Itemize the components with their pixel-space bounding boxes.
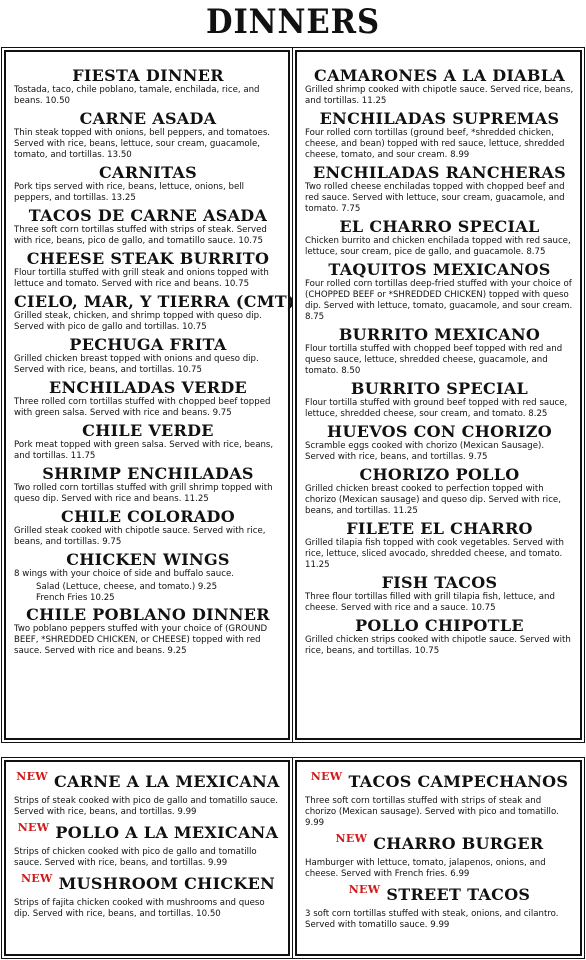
- menu-item-title: CHARRO BURGER: [373, 834, 544, 853]
- menu-item-title: ENCHILADAS RANCHERAS: [313, 163, 566, 182]
- menu-item-name: [305, 770, 574, 796]
- menu-item-title: TACOS DE CARNE ASADA: [28, 206, 268, 225]
- menu-item-description: Hamburger with lettuce, tomato, jalapenos, onions, and cheese. Served with French fries. 6.99: [305, 858, 546, 879]
- menu-item-title: ENCHILADAS VERDE: [48, 378, 247, 397]
- new-badge: NEW: [335, 832, 368, 845]
- menu-item-title: FISH TACOS: [381, 573, 498, 592]
- menu-item: [14, 872, 282, 920]
- menu-item-name: [305, 422, 574, 441]
- menu-item-description: Flour tortilla stuffed with ground beef topped with red sauce, lettuce, shredded cheese, sour cream, and tomato. 8.25: [305, 398, 568, 419]
- menu-item-description: Two rolled corn tortillas stuffed with grill shrimp topped with queso dip. Served with rice and beans. 11.25: [14, 483, 273, 504]
- menu-item-title: FIESTA DINNER: [72, 66, 224, 85]
- menu-item-title: BURRITO SPECIAL: [350, 379, 529, 398]
- menu-item: [305, 260, 574, 323]
- menu-item-title: SHRIMP ENCHILADAS: [42, 464, 254, 483]
- new-badge: NEW: [17, 821, 50, 834]
- menu-item: [14, 163, 282, 204]
- menu-item-title: MUSHROOM CHICKEN: [58, 874, 276, 893]
- menu-item: [14, 335, 282, 376]
- menu-item: [14, 109, 282, 161]
- menu-item: [14, 605, 282, 657]
- menu-item: [305, 519, 574, 571]
- menu-item-name: [14, 770, 282, 796]
- menu-item-title: CARNE A LA MEXICANA: [53, 772, 280, 791]
- menu-item-description: Grilled shrimp cooked with chipotle sauce. Served rice, beans, and tortillas. 11.25: [305, 85, 574, 106]
- menu-item-title: CAMARONES A LA DIABLA: [314, 66, 565, 85]
- menu-item-title: HUEVOS CON CHORIZO: [327, 422, 552, 441]
- menu-item-name: [305, 379, 574, 398]
- menu-item-name: [305, 66, 574, 85]
- new-items-right-column: [295, 760, 582, 956]
- menu-item: [14, 464, 282, 505]
- menu-item-description: Strips of chicken cooked with pico de gallo and tomatillo sauce. Served with rice, beans, and tortillas. 9.99: [14, 847, 257, 868]
- menu-item-description: Pork meat topped with green salsa. Served with rice, beans, and tortillas. 11.75: [14, 440, 274, 461]
- menu-item-description: Two poblano peppers stuffed with your choice of (GROUND BEEF, *SHREDDED CHICKEN, or CHEESE) topped with red sauce. Served with rice and beans. 9.25: [14, 624, 268, 656]
- menu-item-name: [305, 883, 574, 909]
- menu-item-name: [305, 573, 574, 592]
- menu-item-option: French Fries 10.25: [36, 593, 115, 603]
- menu-item: [14, 770, 282, 818]
- menu-item: [14, 66, 282, 107]
- menu-item-title: POLLO CHIPOTLE: [355, 616, 524, 635]
- menu-item-description: Grilled steak, chicken, and shrimp topped with queso dip. Served with pico de gallo and tortillas. 10.75: [14, 311, 262, 332]
- menu-item-description: Two rolled cheese enchiladas topped with chopped beef and red sauce. Served with lettuce, sour cream, guacamole, and tomato. 7.75: [305, 182, 565, 214]
- menu-item-name: [14, 378, 282, 397]
- menu-item-name: [14, 821, 282, 847]
- menu-item-name: [305, 260, 574, 279]
- menu-item-title: CHILE VERDE: [82, 421, 214, 440]
- menu-item: [14, 550, 282, 604]
- menu-item-name: [14, 605, 282, 624]
- menu-item: [14, 292, 295, 333]
- menu-item-description: Grilled steak cooked with chipotle sauce. Served with rice, beans, and tortillas. 9.75: [14, 526, 266, 547]
- menu-item-name: [14, 163, 282, 182]
- menu-item-title: CARNE ASADA: [79, 109, 217, 128]
- menu-item-name: [14, 335, 282, 354]
- menu-item-title: FILETE EL CHARRO: [346, 519, 533, 538]
- menu-item: [305, 832, 574, 880]
- menu-item-title: CHORIZO POLLO: [359, 465, 520, 484]
- menu-item-description: Four rolled corn tortillas deep-fried stuffed with your choice of (CHOPPED BEEF or *SHREDDED CHICKEN) topped with queso dip. Served with lettuce, tomato, guacamole, and sour cream. 8.75: [305, 279, 573, 322]
- menu-item-description: Thin steak topped with onions, bell peppers, and tomatoes. Served with rice, beans, lettuce, sour cream, guacamole, tomato, and tortillas. 13.50: [14, 128, 271, 160]
- menu-item: [305, 325, 574, 377]
- menu-item-description: Grilled chicken strips cooked with chipotle sauce. Served with rice, beans, and tortillas. 10.75: [305, 635, 571, 656]
- menu-item-name: [14, 872, 282, 898]
- menu-item-name: [14, 550, 282, 569]
- menu-item: [305, 379, 574, 420]
- menu-item: [305, 883, 574, 931]
- menu-item-name: [305, 109, 574, 128]
- menu-item-title: CHILE POBLANO DINNER: [26, 605, 270, 624]
- menu-item-title: BURRITO MEXICANO: [338, 325, 541, 344]
- new-badge: NEW: [310, 770, 343, 783]
- menu-item: [14, 507, 282, 548]
- menu-item-description: Strips of steak cooked with pico de gallo and tomatillo sauce. Served with rice, beans, and tortillas. 9.99: [14, 796, 279, 817]
- menu-item: [14, 821, 282, 869]
- menu-item-description: Grilled chicken breast topped with onions and queso dip. Served with rice, beans, and tortillas. 10.75: [14, 354, 259, 375]
- menu-item: [14, 421, 282, 462]
- menu-item-title: TACOS CAMPECHANOS: [348, 772, 569, 791]
- menu-item: [305, 573, 574, 614]
- menu-item-name: [305, 217, 574, 236]
- menu-item: [305, 109, 574, 161]
- menu-item-name: [305, 325, 574, 344]
- menu-item-name: [305, 465, 574, 484]
- menu-item-description: Chicken burrito and chicken enchilada topped with red sauce, lettuce, sour cream, pice de gallo, and guacamole. 8.75: [305, 236, 571, 257]
- menu-item-description: Tostada, taco, chile poblano, tamale, enchilada, rice, and beans. 10.50: [14, 85, 260, 106]
- menu-item-title: EL CHARRO SPECIAL: [339, 217, 540, 236]
- menu-item-title: TAQUITOS MEXICANOS: [328, 260, 551, 279]
- menu-item-description: Grilled tilapia fish topped with cook vegetables. Served with rice, lettuce, sliced avocado, shredded cheese, and tomato. 11.25: [305, 538, 564, 570]
- menu-item-description: Grilled chicken breast cooked to perfection topped with chorizo (Mexican sausage) and queso dip. Served with rice, beans, and tortillas. 11.25: [305, 484, 561, 516]
- menu-item: [305, 422, 574, 463]
- page-title: DINNERS: [206, 2, 380, 42]
- menu-item-title: CARNITAS: [99, 163, 197, 182]
- menu-item-description: Strips of fajita chicken cooked with mushrooms and queso dip. Served with rice, beans, and tortillas. 10.50: [14, 898, 265, 919]
- menu-item-title: PECHUGA FRITA: [69, 335, 227, 354]
- new-badge: NEW: [16, 770, 48, 783]
- menu-item: [305, 163, 574, 215]
- menu-item-description: Flour tortilla stuffed with chopped beef topped with red and queso sauce, lettuce, shredded cheese, guacamole, and tomato. 8.50: [305, 344, 563, 376]
- menu-item-name: [14, 507, 282, 526]
- menu-item-description: Three flour tortillas filled with grill tilapia fish, lettuce, and cheese. Served with rice and a sauce. 10.75: [305, 592, 555, 613]
- dinners-right-column: [295, 50, 582, 740]
- menu-item-description: Four rolled corn tortillas (ground beef, *shredded chicken, cheese, and bean) topped with red sauce, lettuce, shredded cheese, tomato, and sour cream. 8.99: [305, 128, 565, 160]
- menu-item-description: Three soft corn tortillas stuffed with strips of steak. Served with rice, beans, pico de gallo, and tomatillo sauce. 10.75: [14, 225, 267, 246]
- menu-item: [305, 465, 574, 517]
- menu-item-title: CIELO, MAR, Y TIERRA (CMT): [14, 292, 295, 311]
- menu-item-title: STREET TACOS: [386, 885, 531, 904]
- menu-item-title: CHEESE STEAK BURRITO: [26, 249, 270, 268]
- menu-item-name: [14, 292, 295, 311]
- menu-item-name: [305, 832, 574, 858]
- menu-item-name: [14, 109, 282, 128]
- menu-item: [14, 206, 282, 247]
- menu-item-name: [14, 464, 282, 483]
- menu-item: [305, 217, 574, 258]
- menu-item-name: [14, 249, 282, 268]
- new-items-left-column: [4, 760, 290, 956]
- menu-item: [305, 616, 574, 657]
- menu-item: [305, 66, 574, 107]
- menu-item-title: CHILE COLORADO: [61, 507, 235, 526]
- menu-item-name: [305, 519, 574, 538]
- menu-item-description: Pork tips served with rice, beans, lettuce, onions, bell peppers, and tortillas. 13.25: [14, 182, 245, 203]
- menu-item-description: 3 soft corn tortillas stuffed with steak, onions, and cilantro. Served with tomatillo sauce. 9.99: [305, 909, 559, 930]
- menu-item-option: Salad (Lettuce, cheese, and tomato.) 9.25: [36, 582, 218, 592]
- new-badge: NEW: [348, 883, 381, 896]
- menu-item-name: [305, 163, 574, 182]
- menu-item-description: Three soft corn tortillas stuffed with strips of steak and chorizo (Mexican sausage). Served with pico and tomatillo. 9.99: [305, 796, 559, 828]
- menu-item: [305, 770, 574, 829]
- menu-item-title: ENCHILADAS SUPREMAS: [319, 109, 560, 128]
- menu-item-title: POLLO A LA MEXICANA: [55, 823, 279, 842]
- dinners-left-column: [4, 50, 295, 740]
- menu-item-name: [14, 421, 282, 440]
- menu-item-name: [305, 616, 574, 635]
- menu-item-title: CHICKEN WINGS: [66, 550, 230, 569]
- menu-item-description: 8 wings with your choice of side and buffalo sauce.: [14, 569, 234, 579]
- menu-item-description: Scramble eggs cooked with chorizo (Mexican Sausage). Served with rice, beans, and tortillas. 9.75: [305, 441, 545, 462]
- menu-item-name: [14, 66, 282, 85]
- menu-item: [14, 249, 282, 290]
- menu-item-description: Flour tortilla stuffed with grill steak and onions topped with lettuce and tomato. Served with rice and beans. 10.75: [14, 268, 269, 289]
- menu-item-description: Three rolled corn tortillas stuffed with chopped beef topped with green salsa. Served with rice and beans. 9.75: [14, 397, 271, 418]
- menu-item-name: [14, 206, 282, 225]
- new-badge: NEW: [20, 872, 53, 885]
- menu-item: [14, 378, 282, 419]
